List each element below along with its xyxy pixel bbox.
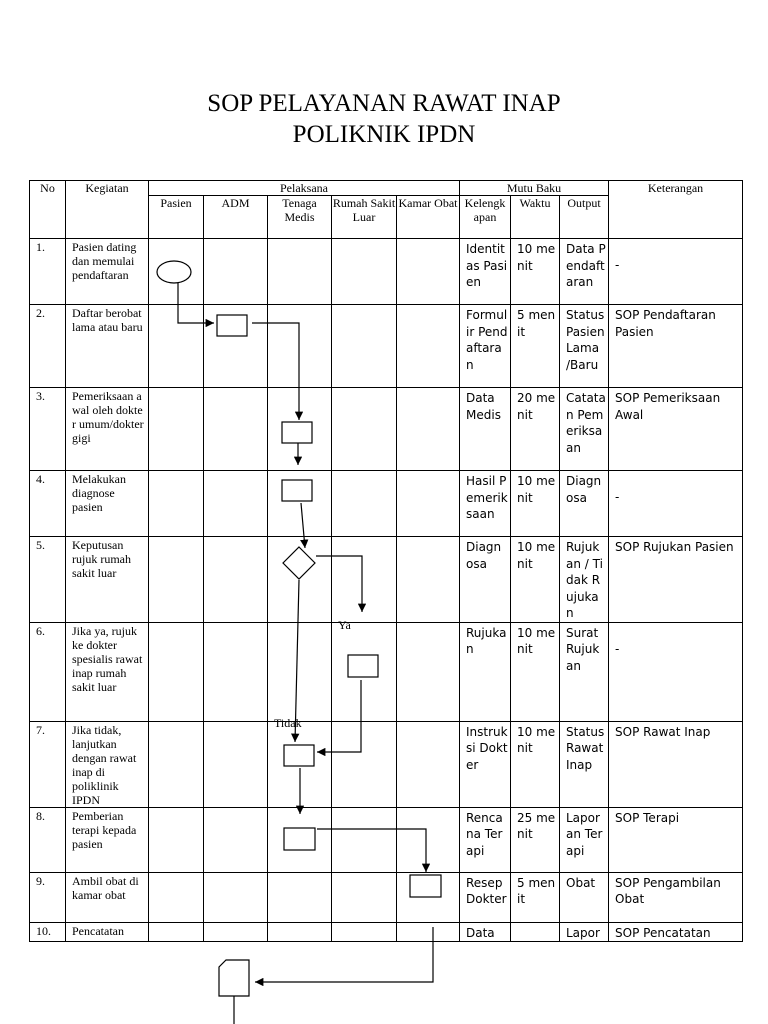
row-kegiatan: Pasien dating dan memulai pendaftaran: [66, 239, 149, 305]
header-tenaga-medis: Tenaga Medis: [268, 196, 332, 239]
row-kelengkapan: Rujukan: [460, 622, 511, 721]
row-no: 9.: [30, 872, 66, 922]
row-kegiatan: Keputusan rujuk rumah sakit luar: [66, 537, 149, 623]
table-row: [30, 388, 743, 471]
table-row: [30, 239, 743, 305]
row-waktu: 20 menit: [511, 388, 560, 471]
row-keterangan: -: [609, 471, 743, 537]
header-kelengkapan: Kelengkapan: [460, 196, 511, 239]
row-kegiatan: Jika tidak, lanjutkan dengan rawat inap di poliklinik IPDN: [66, 721, 149, 807]
row-no: 10.: [30, 922, 66, 942]
row-kegiatan: Ambil obat di kamar obat: [66, 872, 149, 922]
header-mutu-baku: Mutu Baku: [460, 181, 609, 196]
row-waktu: 25 menit: [511, 807, 560, 872]
table-row: [30, 721, 743, 807]
row-waktu: 10 menit: [511, 239, 560, 305]
row-kelengkapan: Identitas Pasien: [460, 239, 511, 305]
row-kegiatan: Pencatatan: [66, 922, 149, 942]
row-keterangan: -: [609, 239, 743, 305]
row-no: 7.: [30, 721, 66, 807]
row-keterangan: SOP Pendaftaran Pasien: [609, 305, 743, 388]
header-kamar-obat: Kamar Obat: [397, 196, 460, 239]
row-output: Lapor: [560, 922, 609, 942]
table-row: [30, 471, 743, 537]
row-waktu: 10 menit: [511, 537, 560, 623]
row-keterangan: SOP Pemeriksaan Awal: [609, 388, 743, 471]
row-keterangan: SOP Terapi: [609, 807, 743, 872]
table-row: [30, 807, 743, 872]
row-output: Status Rawat Inap: [560, 721, 609, 807]
flow-label-ya: Ya: [338, 618, 351, 632]
row-keterangan: -: [609, 622, 743, 721]
flow-document-shape: [219, 960, 249, 996]
row-output: Surat Rujukan: [560, 622, 609, 721]
row-no: 5.: [30, 537, 66, 623]
row-kelengkapan: Resep Dokter: [460, 872, 511, 922]
row-no: 4.: [30, 471, 66, 537]
row-keterangan: SOP Rawat Inap: [609, 721, 743, 807]
row-kegiatan: Pemberian terapi kepada pasien: [66, 807, 149, 872]
row-waktu: 10 menit: [511, 721, 560, 807]
row-waktu: 10 menit: [511, 471, 560, 537]
row-kelengkapan: Instruksi Dokter: [460, 721, 511, 807]
header-pelaksana: Pelaksana: [149, 181, 460, 196]
sop-table: [29, 180, 743, 942]
table-row: [30, 622, 743, 721]
header-rumah-sakit-luar: Rumah Sakit Luar: [332, 196, 397, 239]
row-waktu: [511, 922, 560, 942]
row-keterangan: SOP Pengambilan Obat: [609, 872, 743, 922]
row-waktu: 10 menit: [511, 622, 560, 721]
row-output: Rujukan / Tidak Rujukan: [560, 537, 609, 623]
row-kelengkapan: Hasil Pemeriksaan: [460, 471, 511, 537]
row-kelengkapan: Rencana Terapi: [460, 807, 511, 872]
row-kegiatan: Pemeriksaan awal oleh dokter umum/dokter gigi: [66, 388, 149, 471]
title-line-1: SOP PELAYANAN RAWAT INAP: [207, 90, 561, 117]
row-no: 1.: [30, 239, 66, 305]
row-kelengkapan: Formulir Pendaftaran: [460, 305, 511, 388]
header-pasien: Pasien: [149, 196, 204, 239]
table-row: [30, 305, 743, 388]
row-kelengkapan: Diagnosa: [460, 537, 511, 623]
row-no: 3.: [30, 388, 66, 471]
row-kelengkapan: Data Medis: [460, 388, 511, 471]
row-keterangan: SOP Rujukan Pasien: [609, 537, 743, 623]
row-kegiatan: Melakukan diagnose pasien: [66, 471, 149, 537]
title-line-2: POLIKNIK IPDN: [292, 121, 476, 148]
row-no: 2.: [30, 305, 66, 388]
row-output: Status Pasien Lama /Baru: [560, 305, 609, 388]
row-output: Obat: [560, 872, 609, 922]
row-no: 8.: [30, 807, 66, 872]
table-row: [30, 872, 743, 922]
row-kelengkapan: Data: [460, 922, 511, 942]
table-row: [30, 922, 743, 942]
row-kegiatan: Jika ya, rujuk ke dokter spesialis rawat inap rumah sakit luar: [66, 622, 149, 721]
table-row: [30, 537, 743, 623]
row-waktu: 5 menit: [511, 305, 560, 388]
header-adm: ADM: [204, 196, 268, 239]
row-kegiatan: Daftar berobat lama atau baru: [66, 305, 149, 388]
flow-label-tidak: Tidak: [274, 716, 302, 730]
header-output: Output: [560, 196, 609, 239]
header-no: No: [30, 181, 66, 239]
row-output: Diagnosa: [560, 471, 609, 537]
header-kegiatan: Kegiatan: [66, 181, 149, 239]
document-title: [0, 88, 768, 150]
header-keterangan: Keterangan: [609, 181, 743, 239]
row-keterangan: SOP Pencatatan: [609, 922, 743, 942]
header-waktu: Waktu: [511, 196, 560, 239]
row-no: 6.: [30, 622, 66, 721]
row-waktu: 5 menit: [511, 872, 560, 922]
row-output: Catatan Pemeriksaan: [560, 388, 609, 471]
row-output: Data Pendaftaran: [560, 239, 609, 305]
row-output: Laporan Terapi: [560, 807, 609, 872]
